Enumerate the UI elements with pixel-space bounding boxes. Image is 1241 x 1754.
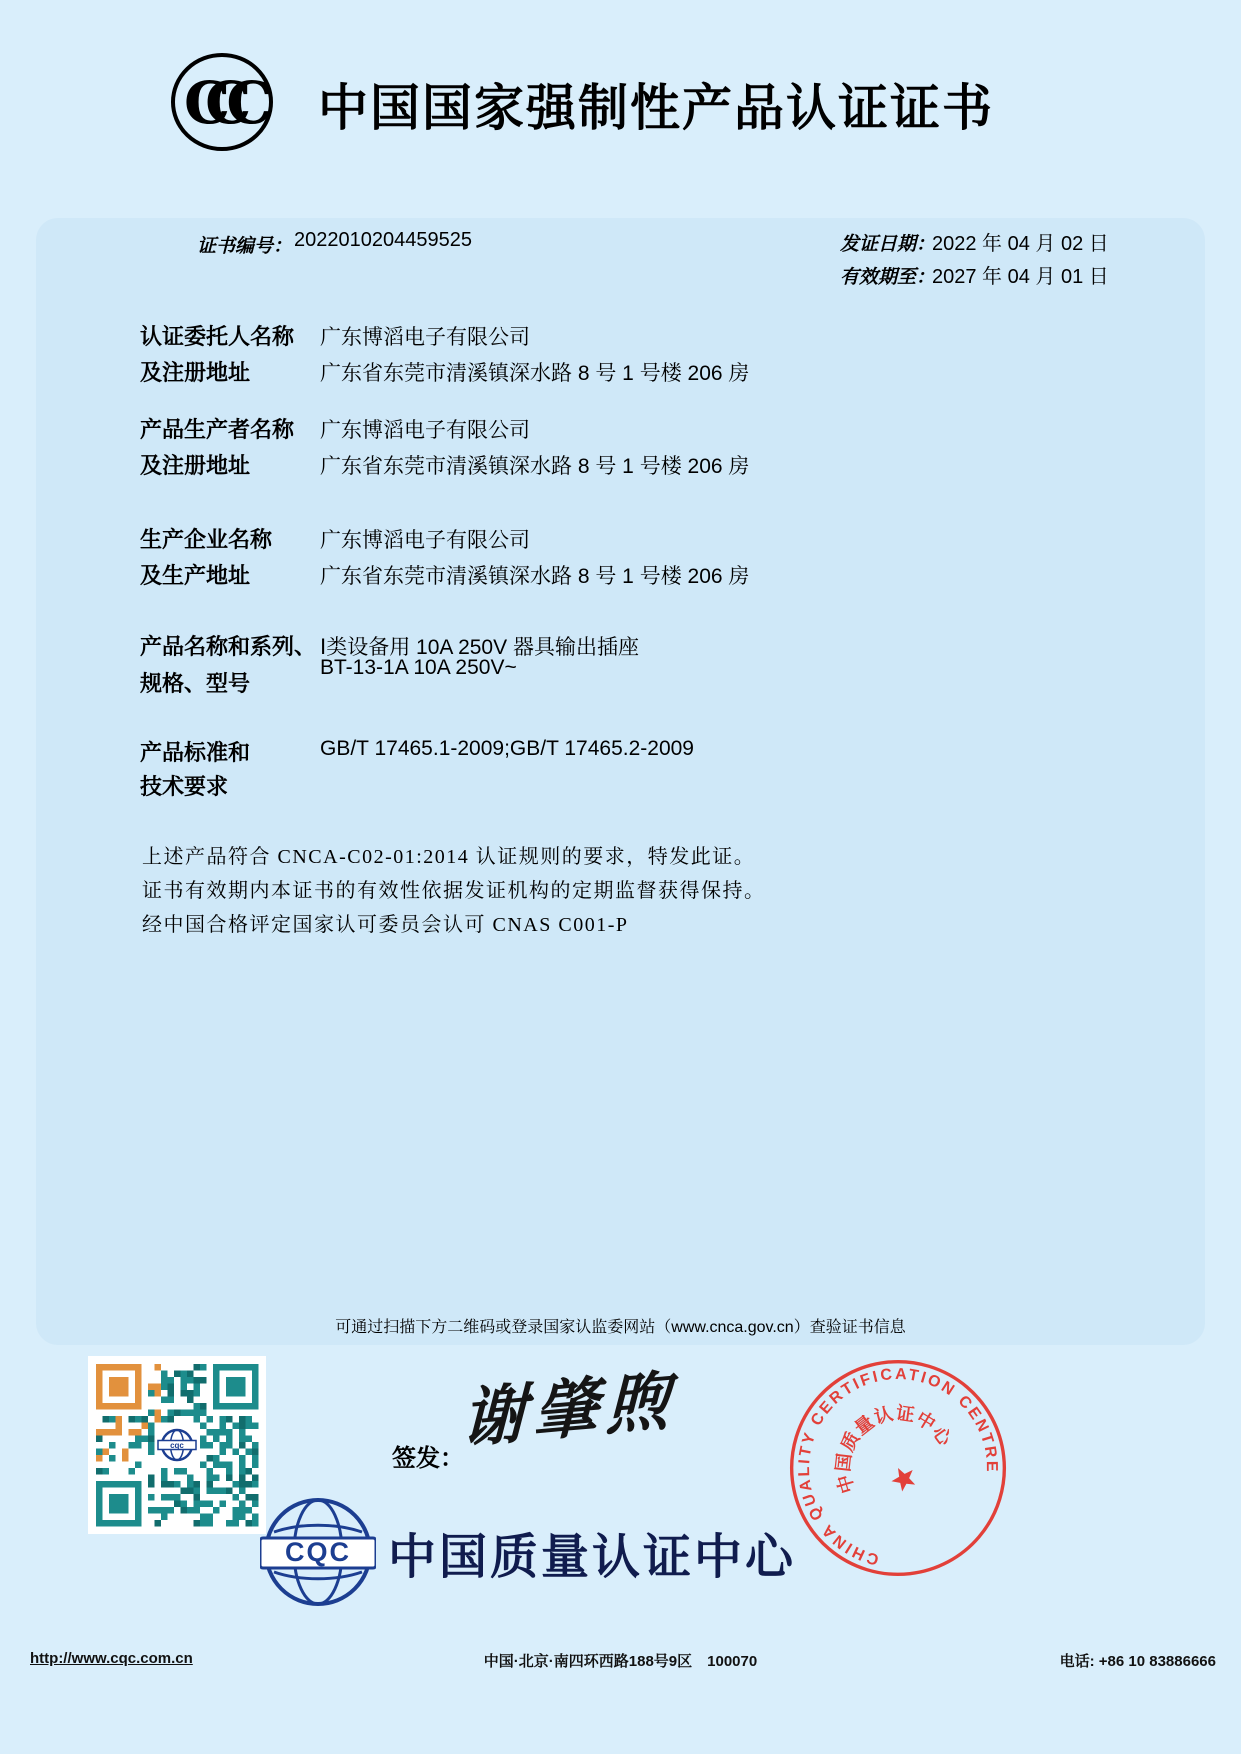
standard-label: 产品标准和	[140, 740, 251, 765]
cqc-logo-letters: CQC	[285, 1537, 351, 1567]
cert-no-value: 2022010204459525	[294, 229, 472, 251]
signature-handwriting: 谢肇煦	[461, 1363, 678, 1458]
producer-address-label: 及注册地址	[140, 453, 251, 478]
statement-line-3: 经中国合格评定国家认可委员会认可 CNAS C001-P	[142, 914, 629, 936]
issuer-name: 中国质量认证中心	[388, 1531, 797, 1584]
ccc-logo-icon	[170, 52, 274, 152]
factory-address-label: 及生产地址	[140, 563, 251, 588]
footer-address: 中国·北京·南四环西路188号9区 100070	[483, 1653, 758, 1670]
sign-label: 签发：	[392, 1445, 464, 1472]
statement-line-1: 上述产品符合 CNCA-C02-01:2014 认证规则的要求，特发此证。	[142, 846, 756, 868]
valid-until-value: 2027 年 04 月 01 日	[932, 266, 1109, 288]
footer-phone: 电话: +86 10 83886666	[1059, 1653, 1216, 1670]
factory-name-label: 生产企业名称	[140, 527, 273, 552]
cqc-logo-icon	[260, 1494, 376, 1610]
statement-line-2: 证书有效期内本证书的有效性依据发证机构的定期监督获得保持。	[142, 880, 766, 902]
applicant-address-value: 广东省东莞市清溪镇深水路 8 号 1 号楼 206 房	[320, 362, 750, 385]
factory-name-value: 广东博滔电子有限公司	[320, 529, 530, 552]
producer-name-value: 广东博滔电子有限公司	[320, 419, 530, 442]
producer-name-label: 产品生产者名称	[140, 417, 295, 442]
issue-date-label: 发证日期：	[840, 234, 936, 255]
stamp-ring-text: CHINA QUALITY CERTIFICATION CENTRE	[795, 1365, 1000, 1568]
product-spec-label: 规格、型号	[140, 671, 251, 696]
stamp-star-icon	[887, 1462, 919, 1493]
cert-no-label: 证书编号：	[197, 236, 293, 257]
qr-center-text: cqc	[170, 1441, 184, 1450]
factory-address-value: 广东省东莞市清溪镇深水路 8 号 1 号楼 206 房	[320, 565, 750, 588]
applicant-name-label: 认证委托人名称	[140, 324, 295, 349]
product-name-label: 产品名称和系列、	[140, 634, 317, 659]
page-title: 中国国家强制性产品认证证书	[318, 80, 994, 136]
stamp-center-text: 中国质量认证中心	[831, 1401, 957, 1496]
red-stamp	[782, 1352, 1014, 1584]
product-name-value: Ⅰ类设备用 10A 250V 器具输出插座	[320, 636, 639, 659]
standard-value: GB/T 17465.1-2009;GB/T 17465.2-2009	[320, 737, 694, 760]
issue-date-value: 2022 年 04 月 02 日	[932, 233, 1109, 255]
product-model-value: BT-13-1A 10A 250V~	[320, 656, 517, 679]
verify-note: 可通过扫描下方二维码或登录国家认监委网站（www.cnca.gov.cn）查验证书信息	[335, 1319, 906, 1336]
qr-center-cqc-logo	[156, 1424, 198, 1466]
applicant-address-label: 及注册地址	[140, 360, 251, 385]
qr-code	[88, 1356, 266, 1534]
footer-url-link[interactable]: http://www.cqc.com.cn	[30, 1650, 193, 1667]
ccc-logo-letters: CCC	[184, 69, 248, 137]
valid-until-label: 有效期至：	[840, 267, 936, 288]
applicant-name-value: 广东博滔电子有限公司	[320, 326, 530, 349]
tech-requirement-label: 技术要求	[140, 774, 229, 799]
producer-address-value: 广东省东莞市清溪镇深水路 8 号 1 号楼 206 房	[320, 455, 750, 478]
